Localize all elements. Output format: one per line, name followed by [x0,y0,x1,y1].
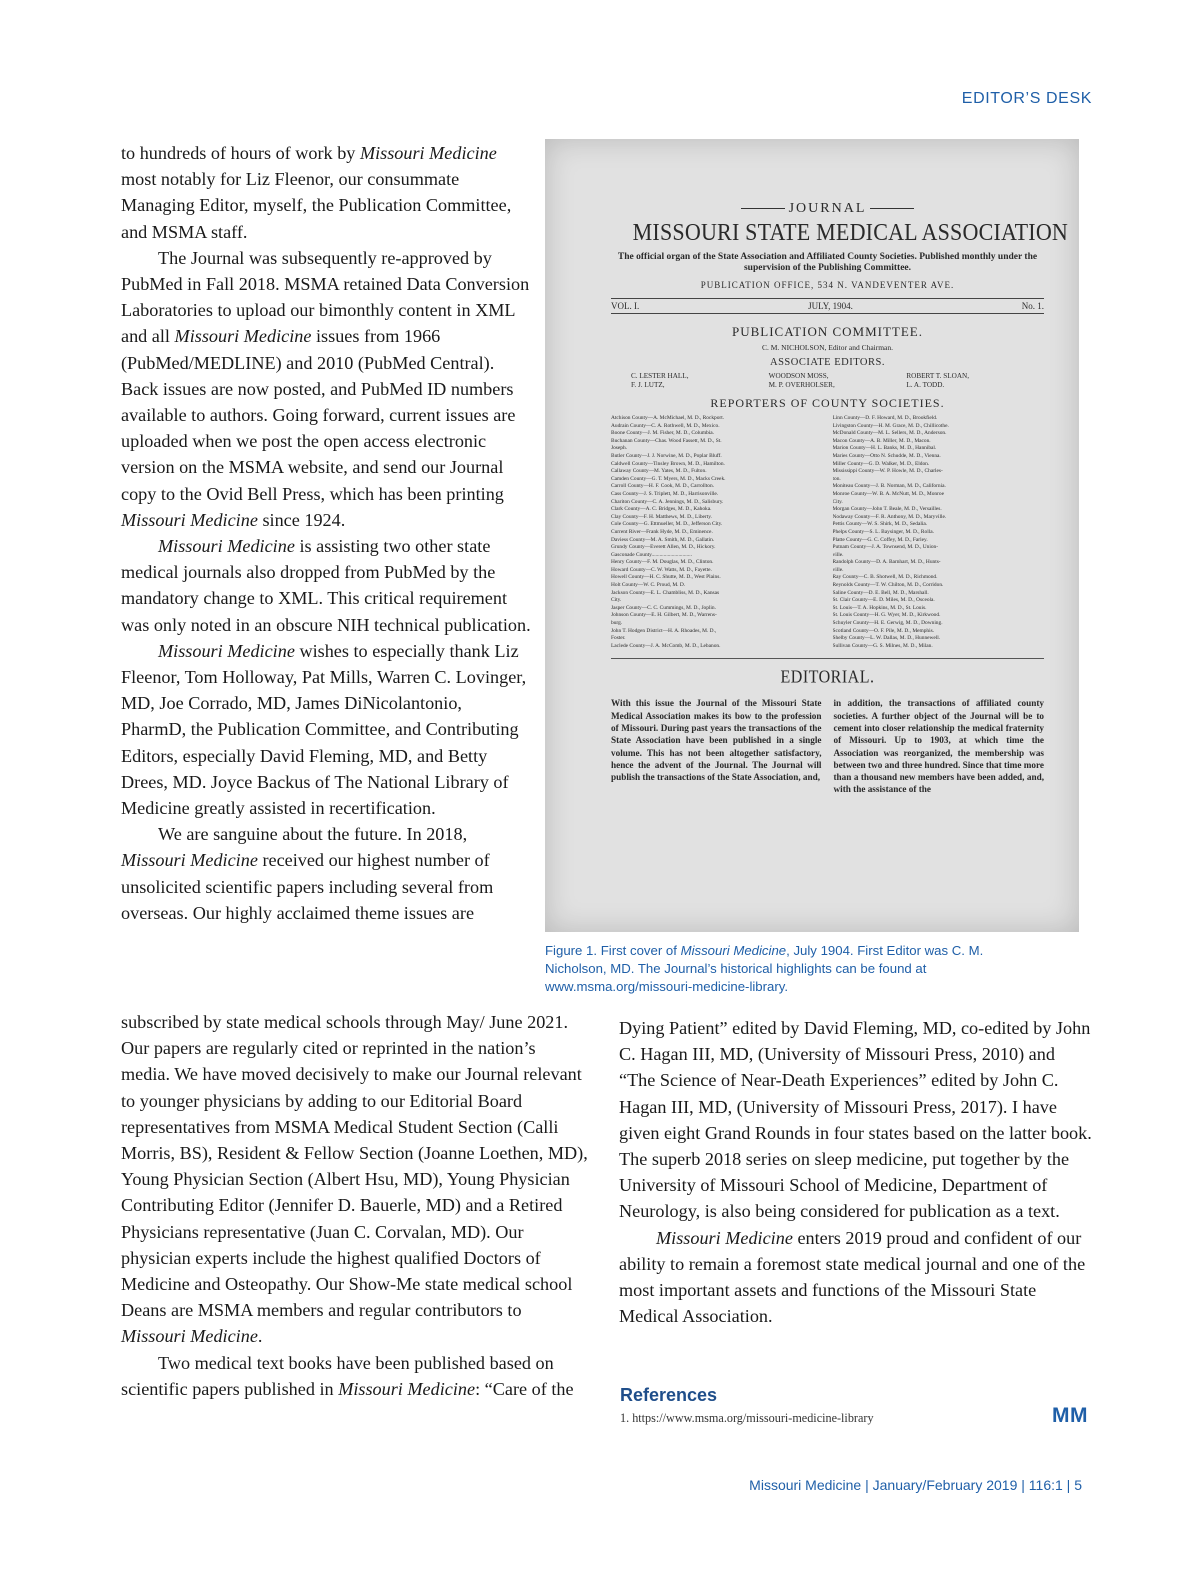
journal-cover-image [545,139,1079,932]
reporter-entry: Monroe County—W. B. A. McNutt, M. D., Monroe [832,490,945,497]
reporter-entry: City. [832,498,843,505]
reporter-entry: Pettis County—W. S. Shirk, M. D., Sedalia. [832,521,928,528]
left-column-bottom [121,1009,589,1402]
reporter-entry: Butler County—J. J. Norwine, M. D., Poplar Bluff. [611,452,722,459]
reporter-entry: Miller County—G. D. Walker, M. D., Eldon. [832,460,930,467]
journal-label: JOURNAL [611,201,1044,217]
reporter-entry: Morgan County—John T. Beale, M. D., Versailles. [832,506,942,513]
section-header: EDITOR’S DESK [961,90,1092,107]
reporter-entry: Caldwell County—Tinsley Brown, M. D., Hamilton. [611,460,725,467]
reporter-entry: Nodaway County—F. R. Anthony, M. D., Maryville. [832,513,947,520]
reporter-entry: Laclede County—J. A. McComb, M. D., Lebanon. [611,642,721,649]
paragraph: We are sanguine about the future. In 2018, Missouri Medicine received our highest number of unsolicited scientific papers including several from overseas. Our highly acclaimed theme issues are [121,824,494,923]
reporter-entry: Camden County—G. T. Myers, M. D., Macks Creek. [611,475,726,482]
paragraph: Dying Patient” edited by David Fleming, MD, co-edited by John C. Hagan III, MD, (University of Missouri Press, 2010) and “The Science of Near-Death Experiences” edited by John C. Hagan III, MD, (University of Missouri Press, 2017). I have given eight Grand Rounds in four states based on the latter book. The superb 2018 series on sleep medicine, put together by the University of Missouri School of Medicine, Department of Neurology, is also being considered for publication as a text. [619,1018,1092,1222]
reporters-left-column [611,415,823,650]
chairman-line: C. M. NICHOLSON, Editor and Chairman. [761,343,894,352]
reporter-entry: ville. [832,551,844,558]
reporter-entry: Jackson County—E. L. Chambliss, M. D., Kansas [611,589,720,596]
associate-editors-list: C. LESTER HALL, WOODSON MOSS, ROBERT T. SLOAN, F. J. LUTZ, M. P. OVERHOLSER, L. A. TODD. [631,372,969,389]
right-column [619,1015,1093,1329]
reporter-entry: Putnam County—J. A. Townsend, M. D., Union- [832,544,939,551]
reporter-entry: Howell County—H. C. Shutte, M. D., West Plains. [611,574,721,581]
reporter-entry: Platte County—G. C. Coffey, M. D., Farley. [832,536,928,543]
reference-item: 1. https://www.msma.org/missouri-medicine-library [620,1411,874,1425]
reporter-entry: Grundy County—Everett Allen, M. D., Hickory. [611,544,716,551]
reporter-entry: St. Louis County—H. G. Wyer, M. D., Kirkwood. [832,612,941,619]
mm-logo: MM [1052,1404,1088,1427]
reporter-entry: Macon County—A. B. Miller, M. D., Macon. [832,437,931,444]
page-footer: Missouri Medicine | January/February 2019 | 116:1 | 5 [749,1477,1082,1493]
reporter-entry: Schuyler County—H. E. Gerwig, M. D., Downing. [832,620,943,627]
reporter-entry: City. [611,597,622,604]
reporters-list [611,415,1044,650]
publication-committee-heading: PUBLICATION COMMITTEE. [732,324,923,339]
reporter-entry: St. Louis—T. A. Hopkins, M. D., St. Louis. [832,604,927,611]
reporter-entry: ville. [832,566,844,573]
reporter-entry: Clark County—A. C. Bridges, M. D., Kahoka. [611,506,712,513]
reporter-entry: Reynolds County—T. W. Chilton, M. D., Corridon. [832,582,944,589]
reporter-entry: Livingston County—H. M. Grace, M. D., Chillicothe. [832,422,949,429]
reporter-entry: Boone County—J. M. Fisher, M. D., Columbia. [611,430,714,437]
reporter-entry: Linn County—D. F. Howard, M. D., Brookfield. [832,415,938,421]
reporter-entry: Phelps County—S. L. Baysinger, M. D., Rolla. [832,528,934,535]
paragraph: Missouri Medicine is assisting two other state medical journals also dropped from PubMed by the mandatory change to XML. This critical requirement was only noted in an obscure NIH technical publication. [121,536,531,635]
reporter-entry: Shelby County—L. W. Dallas, M. D., Hunnewell. [832,635,941,642]
reporter-entry: Chariton County—C. A. Jennings, M. D., Salisbury. [611,498,724,505]
reporter-entry: Randolph County—D. A. Barnhart, M. D., Hunts- [832,559,941,566]
reporter-entry: ton. [832,475,841,482]
reporter-entry: Buchanan County—Chas. Wood Fassett, M. D., St. [611,437,722,444]
figure-caption: Figure 1. First cover of Missouri Medicine, July 1904. First Editor was C. M. Nicholson, MD. The Journal’s historical highlights can be found at www.msma.org/missouri-medicine-library. [545,943,984,994]
reporter-entry: Daviess County—M. A. Smith, M. D., Gallatin. [611,536,715,543]
editorial-heading: EDITORIAL. [780,668,875,688]
paragraph: Two medical text books have been published based on scientific papers published in Missouri Medicine: “Care of the [121,1352,574,1399]
reporter-entry: St. Clair County—E. D. Miles, M. D., Osceola. [832,597,935,604]
reporter-entry: Ray County—C. B. Shotwell, M. D., Richmond. [832,574,938,581]
journal-title: MISSOURI STATE MEDICAL ASSOCIATION [632,219,1069,246]
reporter-entry: Johnson County—E. H. Gilbert, M. D., Warrens- [611,612,717,619]
reporter-entry: Holt County—W. C. Proud, M. D. [611,582,686,589]
reporter-entry: Cass County—J. S. Triplett, M. D., Harrisonville. [611,490,719,497]
reporter-entry: Audrain County—C. A. Rothwell, M. D., Mexico. [611,422,720,429]
reporter-entry: Marion County—H. L. Banks, M. D., Hannibal. [832,445,937,452]
references-heading: References [620,1385,718,1405]
reporter-entry: Jasper County—C. C. Cummings, M. D., Joplin. [611,604,716,611]
reporter-entry: Callaway County—M. Yates, M. D., Fulton. [611,468,707,475]
reporter-entry: Current River—Frank Hyde, M. D., Eminence. [611,528,713,535]
reporter-entry: Moniteau County—J. B. Norman, M. D., California. [832,483,946,490]
reporter-entry: Cole County—G. Ettmueller, M. D., Jefferson City. [611,521,723,528]
reporter-entry: John T. Hodgen District—H. A. Rhoades, M. D., [611,627,717,634]
paragraph: subscribed by state medical schools through May/ June 2021. Our papers are regularly cited or reprinted in the nation’s media. We have moved decisively to make our Journal relevant to younger physicians by adding to our Editorial Board representatives from MSMA Medical Student Section (Calli Morris, BS), Resident & Fellow Section (Joanne Loethen, MD), Young Physician Section (Albert Hsu, MD), Young Physician Contributing Editor (Jennifer D. Bauerle, MD) and a Retired Physicians representative (Juan C. Corvalan, MD). Our physician experts include the highest qualified Doctors of Medicine and Osteopathy. Our Show-Me state medical school Deans are MSMA members and regular contributors to Missouri Medicine. [121,1012,588,1347]
reporter-entry: Howard County—C. W. Watts, M. D., Fayette. [611,566,712,573]
reporters-right-column [833,415,1045,650]
editorial-text: With this issue the Journal of the Missouri State Medical Association makes its bow to the profession of Missouri. During past years the transactions of the State Association have been published in a single volume. This has not been altogether satisfactory, hence the advent of the Journal. The Journal will publish the transactions of the State Association, and, in addition, the transactions of affiliated county societies. A further object of the Journal will be to cement into closer relationship the medical fraternity of Missouri. Up to 1903, at which time the Association was reorganized, the membership was between two and three hundred. Since that time more than a thousand new members have been added, and, with the assistance of the [611,698,1044,795]
reporter-entry: Henry County—F. M. Douglas, M. D., Clinton. [611,559,714,566]
reporter-entry: Scotland County—O. F. Pile, M. D., Memphis. [832,627,935,634]
reporter-entry: Maries County—Otto N. Schudde, M. D., Vienna. [832,452,941,459]
reporter-entry: Atchison County—A. McMichael, M. D., Rockport. [611,415,725,421]
reporter-entry: Foster. [611,635,626,642]
reporter-entry: Mississippi County—W. P. Howle, M. D., Charles- [832,468,943,475]
left-column-top [121,140,531,926]
associate-editors-heading: ASSOCIATE EDITORS. [770,357,885,368]
reporter-entry: Saline County—D. E. Bell, M. D., Marshall. [832,589,929,596]
reporter-entry: burg. [611,620,623,627]
journal-subtitle: The official organ of the State Association and Affiliated County Societies. Published monthly under the supervision of the Publishing Committee. [617,252,1038,273]
paragraph: The Journal was subsequently re-approved by PubMed in Fall 2018. MSMA retained Data Conversion Laboratories to upload our bimonthly content in XML and all Missouri Medicine issues from 1966 (PubMed/MEDLINE) and 2010 (PubMed Central). Back issues are now posted, and PubMed ID numbers available to authors. Going forward, current issues are uploaded when we post the open access electronic version on the MSMA website, and send our Journal copy to the Ovid Bell Press, which has been printing Missouri Medicine since 1924. [121,247,530,530]
reporter-entry: Joseph. [611,445,628,452]
reporter-entry: Gasconade County.............................. [611,551,692,558]
reporter-entry: Clay County—F. H. Matthews, M. D., Liberty. [611,513,712,520]
volume-bar: VOL. I. JULY, 1904. No. 1. [611,298,1044,314]
reporter-entry: Carroll County—H. F. Cook, M. D., Carrollton. [611,483,715,490]
reporter-entry: Sullivan County—G. S. Milnes, M. D., Milan. [832,642,933,649]
reporter-entry: McDonald County—M. L. Sellers, M. D., Anderson. [832,430,947,437]
reporters-heading: REPORTERS OF COUNTY SOCIETIES. [710,396,945,410]
paragraph: Missouri Medicine wishes to especially thank Liz Fleenor, Tom Holloway, Pat Mills, Warren C. Lovinger, MD, Joe Corrado, MD, James DiNicolantonio, PharmD, the Publication Committee, and Contributing Editors, especially David Fleming, MD, and Betty Drees, MD. Joyce Backus of The National Library of Medicine greatly assisted in recertification. [121,640,527,819]
paragraph: to hundreds of hours of work by Missouri Medicine most notably for Liz Fleenor, our consummate Managing Editor, myself, the Publication Committee, and MSMA staff. [121,143,512,242]
publication-office: PUBLICATION OFFICE, 534 N. VANDEVENTER AVE. [700,280,955,290]
paragraph: Missouri Medicine enters 2019 proud and confident of our ability to remain a foremost state medical journal and one of the most important assets and functions of the Missouri State Medical Association. [619,1227,1086,1327]
